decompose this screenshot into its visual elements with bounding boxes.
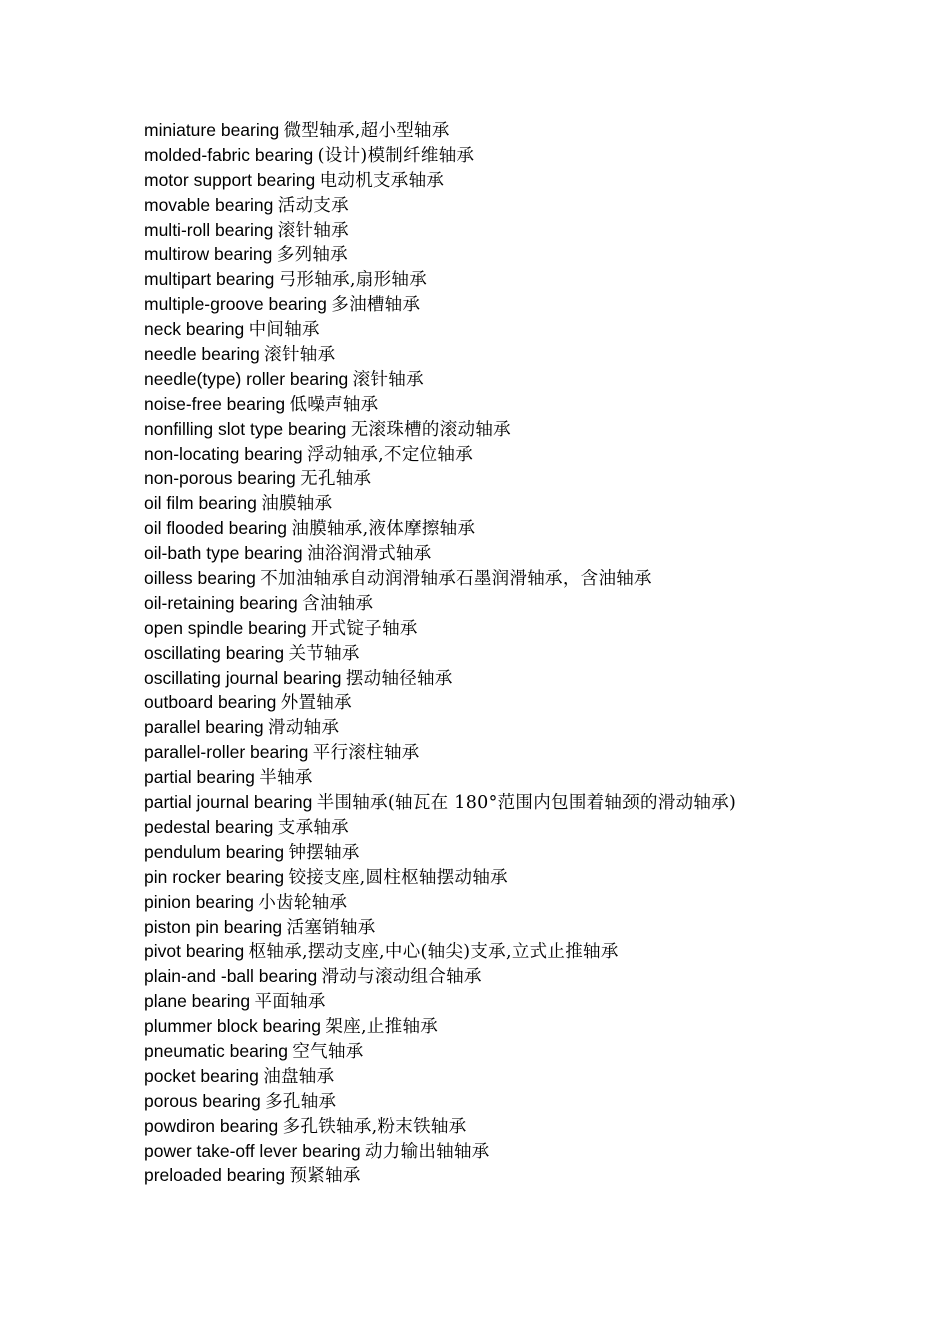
glossary-entry: [144, 143, 924, 168]
entry-translation: 无孔轴承: [300, 469, 372, 490]
entry-translation: 平行滚柱轴承: [312, 743, 420, 764]
glossary-entry: [144, 193, 924, 218]
entry-translation: 油膜轴承: [261, 494, 333, 515]
entry-term: pinion bearing: [144, 891, 254, 912]
entry-translation: 低噪声轴承: [289, 394, 379, 415]
glossary-entry: [144, 392, 924, 417]
entry-translation: 小齿轮轴承: [258, 892, 348, 913]
entry-translation: 中间轴承: [248, 320, 320, 341]
entry-term: pedestal bearing: [144, 816, 274, 837]
glossary-entry: [144, 1064, 924, 1089]
entry-term: non-locating bearing: [144, 443, 303, 464]
entry-term: oil flooded bearing: [144, 518, 288, 539]
entry-translation: 开式锭子轴承: [310, 618, 418, 639]
entry-translation: 关节轴承: [288, 643, 360, 664]
entry-translation: 架座,止推轴承: [325, 1017, 439, 1038]
entry-term: multi-roll bearing: [144, 219, 274, 240]
entry-translation: 电动机支承轴承: [319, 170, 445, 191]
entry-translation: 滚针轴承: [277, 220, 349, 241]
entry-term: multirow bearing: [144, 244, 273, 265]
entry-translation: 空气轴承: [292, 1041, 364, 1062]
entry-term: noise-free bearing: [144, 393, 286, 414]
entry-term: oil film bearing: [144, 493, 257, 514]
glossary-entry: [144, 1163, 924, 1188]
glossary-entry: [144, 541, 924, 566]
entry-translation: 外置轴承: [280, 693, 352, 714]
glossary-entry: [144, 939, 924, 964]
entry-term: neck bearing: [144, 319, 245, 340]
entry-translation: 浮动轴承,不定位轴承: [306, 444, 474, 465]
glossary-entry: [144, 1114, 924, 1139]
entry-term: pneumatic bearing: [144, 1040, 288, 1061]
glossary-entry: [144, 516, 924, 541]
entry-term: pivot bearing: [144, 941, 245, 962]
entry-translation: 含油轴承: [302, 593, 374, 614]
entry-term: nonfilling slot type bearing: [144, 418, 347, 439]
entry-term: motor support bearing: [144, 169, 316, 190]
glossary-entry: [144, 466, 924, 491]
entry-term: oscillating journal bearing: [144, 667, 342, 688]
entry-term: non-porous bearing: [144, 468, 296, 489]
entry-term: power take-off lever bearing: [144, 1140, 361, 1161]
glossary-entry: [144, 267, 924, 292]
entry-translation: 多孔铁轴承,粉末铁轴承: [282, 1116, 467, 1137]
entry-translation: 钟摆轴承: [288, 842, 360, 863]
entry-term: parallel-roller bearing: [144, 742, 309, 763]
entry-translation: 油膜轴承,液体摩擦轴承: [291, 519, 476, 540]
entry-term: pendulum bearing: [144, 841, 285, 862]
entry-translation: 滚针轴承: [352, 369, 424, 390]
entry-term: plane bearing: [144, 991, 251, 1012]
glossary-entry: [144, 790, 924, 815]
entry-translation: 滑动轴承: [268, 718, 340, 739]
entry-term: oscillating bearing: [144, 642, 285, 663]
glossary-list: [144, 118, 924, 1188]
entry-translation: 活动支承: [277, 195, 349, 216]
glossary-entry: [144, 442, 924, 467]
entry-translation: 油盘轴承: [263, 1066, 335, 1087]
glossary-entry: [144, 641, 924, 666]
entry-term: piston pin bearing: [144, 916, 283, 937]
entry-term: plummer block bearing: [144, 1016, 322, 1037]
entry-term: parallel bearing: [144, 717, 264, 738]
entry-term: molded-fabric bearing: [144, 144, 314, 165]
glossary-entry: [144, 118, 924, 143]
entry-translation: 滑动与滚动组合轴承: [321, 967, 482, 988]
glossary-entry: [144, 1139, 924, 1164]
entry-translation: 动力输出轴轴承: [364, 1141, 490, 1162]
glossary-entry: [144, 566, 924, 591]
entry-translation: 支承轴承: [277, 817, 349, 838]
glossary-entry: [144, 915, 924, 940]
glossary-entry: [144, 890, 924, 915]
glossary-entry: [144, 715, 924, 740]
glossary-entry: [144, 242, 924, 267]
glossary-entry: [144, 342, 924, 367]
glossary-entry: [144, 591, 924, 616]
glossary-entry: [144, 417, 924, 442]
entry-term: oil-bath type bearing: [144, 543, 303, 564]
glossary-entry: [144, 815, 924, 840]
glossary-entry: [144, 964, 924, 989]
glossary-entry: [144, 491, 924, 516]
entry-translation: 弓形轴承,扇形轴承: [278, 270, 427, 291]
entry-translation: 半轴承: [259, 768, 313, 789]
glossary-entry: [144, 690, 924, 715]
entry-translation: 微型轴承,超小型轴承: [283, 121, 450, 141]
entry-translation: 枢轴承,摆动支座,中心(轴尖)支承,立式止推轴承: [248, 942, 619, 963]
glossary-entry: [144, 740, 924, 765]
glossary-entry: [144, 840, 924, 865]
glossary-entry: [144, 1014, 924, 1039]
glossary-entry: [144, 1039, 924, 1064]
entry-translation: 平面轴承: [254, 992, 326, 1013]
glossary-entry: [144, 616, 924, 641]
entry-term: porous bearing: [144, 1090, 261, 1111]
entry-term: needle(type) roller bearing: [144, 368, 349, 389]
entry-translation: 预紧轴承: [289, 1166, 361, 1187]
entry-term: pin rocker bearing: [144, 866, 285, 887]
entry-term: pocket bearing: [144, 1065, 259, 1086]
entry-translation: 滚针轴承: [264, 345, 336, 366]
glossary-entry: [144, 317, 924, 342]
entry-term: open spindle bearing: [144, 617, 307, 638]
glossary-entry: [144, 989, 924, 1014]
entry-term: movable bearing: [144, 194, 274, 215]
entry-term: partial bearing: [144, 767, 255, 788]
entry-term: multiple-groove bearing: [144, 294, 327, 315]
glossary-entry: [144, 168, 924, 193]
entry-translation: (设计)模制纤维轴承: [317, 145, 475, 166]
entry-term: multipart bearing: [144, 269, 275, 290]
glossary-entry: [144, 666, 924, 691]
glossary-entry: [144, 765, 924, 790]
entry-translation: 铰接支座,圆柱枢轴摆动轴承: [288, 867, 508, 888]
entry-translation: 多孔轴承: [265, 1091, 337, 1112]
entry-term: outboard bearing: [144, 692, 277, 713]
glossary-entry: [144, 292, 924, 317]
entry-term: plain-and -ball bearing: [144, 966, 318, 987]
entry-term: needle bearing: [144, 344, 260, 365]
entry-translation: 不加油轴承自动润滑轴承石墨润滑轴承，含油轴承: [260, 569, 652, 590]
entry-term: miniature bearing: [144, 120, 280, 140]
glossary-entry: [144, 218, 924, 243]
glossary-entry: [144, 367, 924, 392]
entry-term: powdiron bearing: [144, 1115, 279, 1136]
glossary-entry: [144, 1089, 924, 1114]
entry-term: preloaded bearing: [144, 1165, 286, 1186]
entry-translation: 活塞销轴承: [286, 917, 376, 938]
entry-translation: 无滚珠槽的滚动轴承: [350, 419, 511, 440]
entry-term: oilless bearing: [144, 568, 256, 589]
entry-translation: 半围轴承(轴瓦在 180°范围内包围着轴颈的滑动轴承): [316, 793, 737, 814]
entry-term: oil-retaining bearing: [144, 592, 298, 613]
glossary-entry: [144, 865, 924, 890]
entry-term: partial journal bearing: [144, 792, 313, 813]
entry-translation: 摆动轴径轴承: [345, 668, 453, 689]
entry-translation: 多列轴承: [276, 245, 348, 266]
entry-translation: 油浴润滑式轴承: [306, 544, 432, 565]
entry-translation: 多油槽轴承: [331, 295, 421, 316]
